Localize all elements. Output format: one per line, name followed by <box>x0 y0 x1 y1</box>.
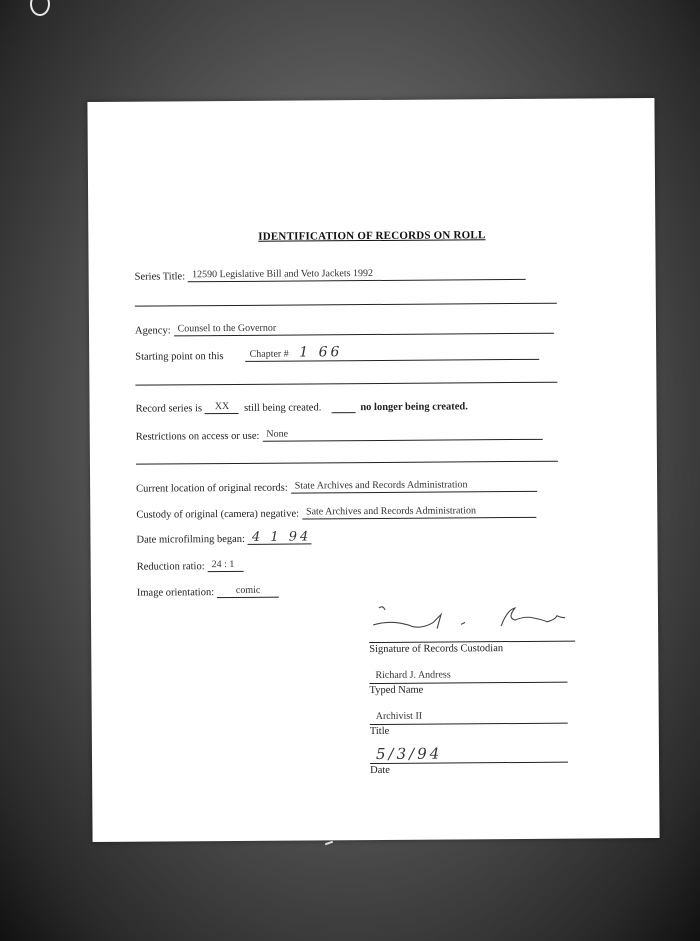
film-speck <box>325 841 333 846</box>
still-created-mark: XX <box>205 401 239 414</box>
chapter-label: Chapter # <box>249 348 289 360</box>
agency-field: Counsel to the Governor <box>174 321 554 337</box>
custody-row <box>136 505 536 521</box>
series-title-label: Series Title: <box>134 271 186 283</box>
starting-point-field <box>246 345 540 362</box>
no-longer-created-mark <box>331 400 355 413</box>
current-location-row <box>136 479 537 495</box>
date-began-label: Date microfilming began: <box>136 533 245 546</box>
blank-line <box>135 303 557 307</box>
starting-point-row <box>135 345 539 363</box>
form-title: IDENTIFICATION OF RECORDS ON ROLL <box>258 229 486 243</box>
orientation-label: Image orientation: <box>136 587 215 599</box>
records-form-sheet <box>87 98 659 842</box>
signature-block <box>369 604 580 776</box>
restrictions-label: Restrictions on access or use: <box>135 430 260 443</box>
signature-label: Signature of Records Custodian <box>369 643 504 656</box>
current-location-label: Current location of original records: <box>136 482 288 495</box>
record-series-label: Record series is <box>135 403 203 415</box>
restrictions-row <box>136 427 543 443</box>
date-field: 5/3/94 <box>370 744 568 764</box>
agency-row <box>135 321 554 337</box>
series-title-row <box>135 267 527 283</box>
reduction-field: 24 : 1 <box>208 559 244 572</box>
chapter-number-handwritten: 1 66 <box>299 344 343 361</box>
title-field: Archivist II <box>370 709 568 725</box>
date-began-field: 4 1 94 <box>248 531 312 544</box>
blank-line <box>136 461 558 465</box>
title-label: Title <box>369 725 390 738</box>
signature-handwritten <box>369 604 579 631</box>
still-created-label: still being created. <box>244 402 322 414</box>
custody-field: Sate Archives and Records Administration <box>302 505 536 520</box>
restrictions-field: None <box>262 427 542 442</box>
date-label: Date <box>370 764 390 777</box>
typed-name-label: Typed Name <box>369 684 424 697</box>
reduction-row <box>137 559 244 573</box>
custody-label: Custody of original (camera) negative: <box>136 508 300 521</box>
orientation-field: comic <box>217 585 279 598</box>
blank-line <box>135 382 557 386</box>
starting-point-label: Starting point on this <box>135 351 224 363</box>
film-corner-mark <box>30 0 50 16</box>
current-location-field: State Archives and Records Administration <box>291 479 537 494</box>
typed-name-field: Richard J. Andress <box>369 668 567 684</box>
orientation-row <box>137 585 279 599</box>
date-began-row <box>136 531 312 545</box>
no-longer-created-label: no longer being created. <box>360 401 468 414</box>
series-title-field: 12590 Legislative Bill and Veto Jackets 1992 <box>188 267 526 282</box>
reduction-label: Reduction ratio: <box>136 561 205 573</box>
agency-label: Agency: <box>134 325 171 337</box>
record-series-row <box>136 399 468 414</box>
